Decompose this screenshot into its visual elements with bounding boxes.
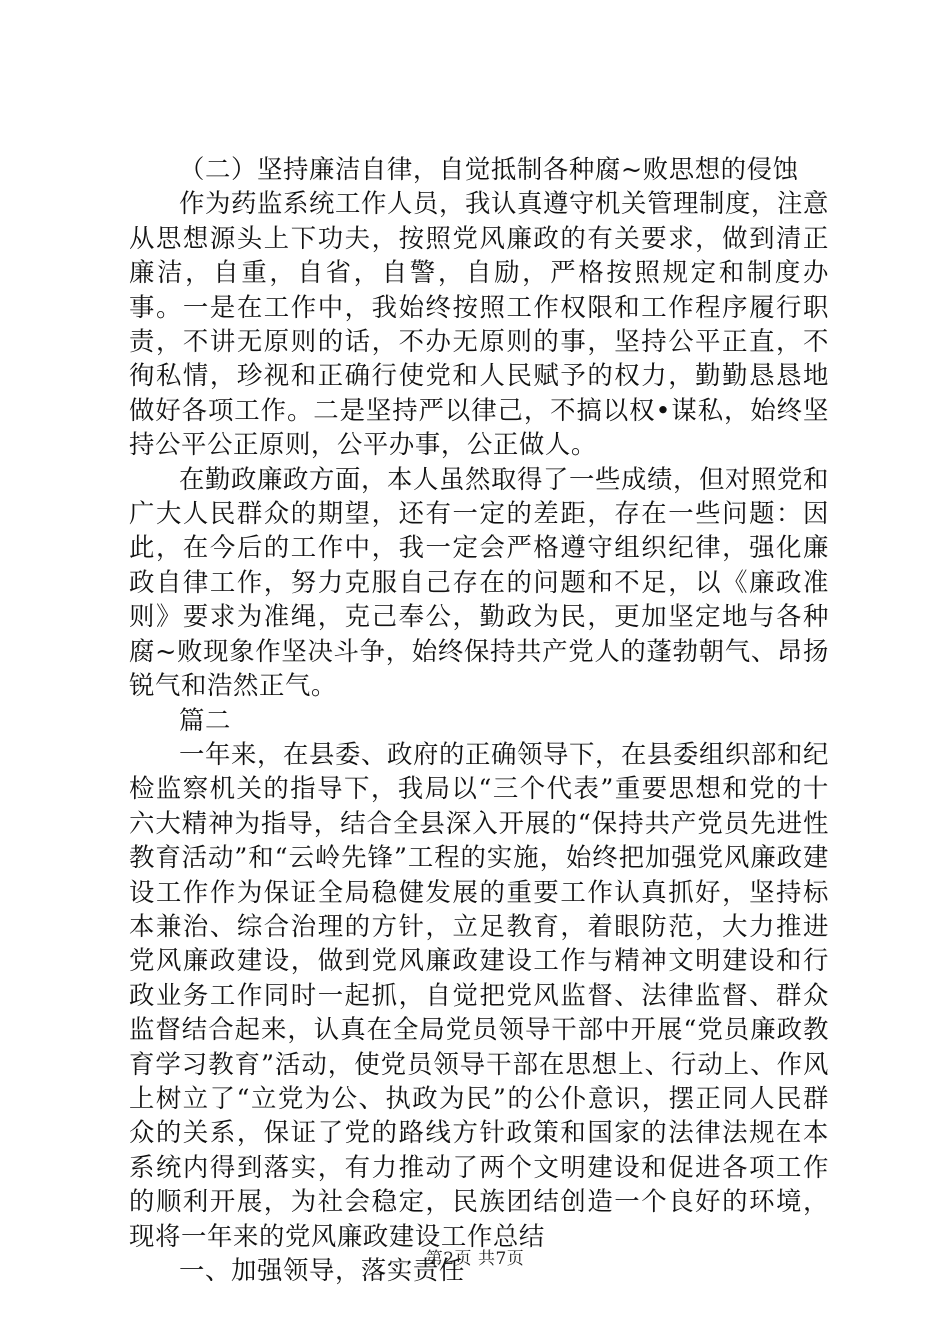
section-heading-integrity: （二）坚持廉洁自律，自觉抵制各种腐~败思想的侵蚀: [179, 154, 799, 184]
body-paragraph-shortcomings: 在勤政廉政方面，本人虽然取得了一些成绩，但对照党和广大人民群众的期望，还有一定的差距，存在一些问题：因此，在今后的工作中，我一定会严格遵守组织纪律，强化廉政自律工作，努力克服自己存在的问题和不足，以《廉政准则》要求为准绳，克己奉公，勤政为民，更加坚定地与各种腐~败现象作坚决斗争，始终保持共产党人的蓬勃朝气、昂扬锐气和浩然正气。: [129, 463, 829, 701]
page-number-footer: 第2页 共7页: [425, 1249, 525, 1269]
section-heading-leadership: 一、加强领导，落实责任: [179, 1255, 465, 1285]
document-body: [129, 152, 829, 1287]
body-paragraph-annual-summary: 一年来，在县委、政府的正确领导下，在县委组织部和纪检监察机关的指导下，我局以“三个代表”重要思想和党的十六大精神为指导，结合全县深入开展的“保持共产党员先进性教育活动”和“云岭先锋”工程的实施，始终把加强党风廉政建设工作作为保证全局稳健发展的重要工作认真抓好，坚持标本兼治、综合治理的方针，立足教育，着眼防范，大力推进党风廉政建设，做到党风廉政建设工作与精神文明建设和行政业务工作同时一起抓，自觉把党风监督、法律监督、群众监督结合起来，认真在全局党员领导干部中开展“党员廉政教育学习教育”活动，使党员领导干部在思想上、行动上、作风上树立了“立党为公、执政为民”的公仆意识，摆正同人民群众的关系，保证了党的路线方针政策和国家的法律法规在本系统内得到落实，有力推动了两个文明建设和促进各项工作的顺利开展，为社会稳定，民族团结创造一个良好的环境，现将一年来的党风廉政建设工作总结: [129, 738, 829, 1251]
body-paragraph-self-discipline: 作为药监系统工作人员，我认真遵守机关管理制度，注意从思想源头上下功夫，按照党风廉政的有关要求，做到清正廉洁，自重，自省，自警，自励，严格按照规定和制度办事。一是在工作中，我始终按照工作权限和工作程序履行职责，不讲无原则的话，不办无原则的事，坚持公平正直，不徇私情，珍视和正确行使党和人民赋予的权力，勤勤恳恳地做好各项工作。二是坚持严以律己，不搞以权•谋私，始终坚持公平公正原则，公平办事，公正做人。: [129, 188, 829, 460]
section-label-part-two: 篇二: [179, 704, 231, 735]
